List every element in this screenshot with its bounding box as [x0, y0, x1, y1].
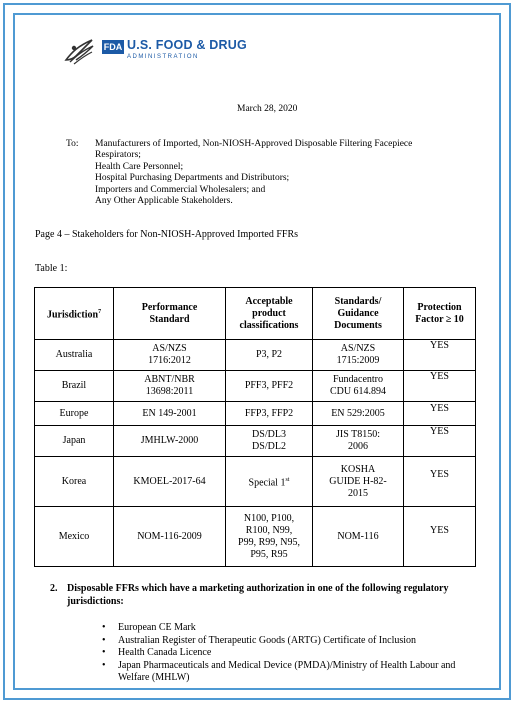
- list-item: • European CE Mark: [102, 622, 196, 633]
- table-row: Japan JMHLW-2000 DS/DL3 DS/DL2 JIS T8150: 2006 YES: [35, 426, 476, 457]
- bullet-icon: •: [102, 622, 106, 633]
- agency-name: U.S. FOOD & DRUG: [127, 38, 247, 52]
- table-label: Table 1:: [35, 263, 68, 274]
- section-number: 2.: [50, 583, 58, 594]
- hhs-eagle-icon: [62, 34, 96, 68]
- list-item: • Japan Pharmaceuticals and Medical Device (PMDA)/Ministry of Health Labour and Welfare (MHLW): [102, 659, 456, 683]
- to-label: To:: [66, 139, 79, 149]
- header-standards: Standards/ Guidance Documents: [313, 288, 404, 340]
- table-row: Europe EN 149-2001 FFP3, FFP2 EN 529:2005 YES: [35, 402, 476, 426]
- agency-subtitle: ADMINISTRATION: [127, 54, 199, 60]
- recipient-line: Any Other Applicable Stakeholders.: [95, 196, 233, 207]
- bullet-icon: •: [102, 647, 106, 658]
- table-row: Australia AS/NZS 1716:2012 P3, P2 AS/NZS 1715:2009 YES: [35, 340, 476, 371]
- recipient-line: Respirators;: [95, 150, 141, 161]
- list-item: • Australian Register of Therapeutic Goods (ARTG) Certificate of Inclusion: [102, 634, 417, 646]
- table-row: Brazil ABNT/NBR 13698:2011 PFF3, PFF2 Fundacentro CDU 614.894 YES: [35, 371, 476, 402]
- recipient-line: Manufacturers of Imported, Non-NIOSH-Approved Disposable Filtering Facepiece: [95, 139, 413, 149]
- bullet-icon: •: [102, 659, 106, 671]
- jurisdiction-table: [34, 287, 476, 567]
- recipient-line: Health Care Personnel;: [95, 161, 184, 172]
- table-row: Korea KMOEL-2017-64 Special 1st KOSHA GUIDE H-82- 2015 YES: [35, 457, 476, 507]
- header-protection: Protection Factor ≥ 10: [404, 288, 476, 340]
- jurisdiction-bullet-list: [100, 622, 480, 685]
- header-acceptable: Acceptable product classifications: [226, 288, 313, 340]
- section-text: Disposable FFRs which have a marketing authorization in one of the following regulatory jurisdictions:: [67, 583, 449, 607]
- list-item: • Health Canada Licence: [102, 647, 212, 658]
- footnote-marker: 7: [98, 308, 102, 315]
- fda-badge: FDA: [103, 42, 123, 52]
- table-header-row: [35, 288, 476, 340]
- bullet-icon: •: [102, 634, 106, 646]
- table-row: Mexico NOM-116-2009 N100, P100, R100, N99, P99, R99, N95, P95, R95 NOM-116 YES: [35, 507, 476, 567]
- recipient-list: [95, 139, 455, 207]
- letter-date: March 28, 2020: [237, 104, 298, 114]
- page-heading: Page 4 – Stakeholders for Non-NIOSH-Approved Imported FFRs: [35, 229, 299, 240]
- recipient-line: Hospital Purchasing Departments and Distributors;: [95, 173, 290, 184]
- header-jurisdiction: Jurisdiction$^7$: [35, 288, 114, 340]
- recipient-line: Importers and Commercial Wholesalers; and: [95, 184, 266, 195]
- header-performance: Performance Standard: [114, 288, 226, 340]
